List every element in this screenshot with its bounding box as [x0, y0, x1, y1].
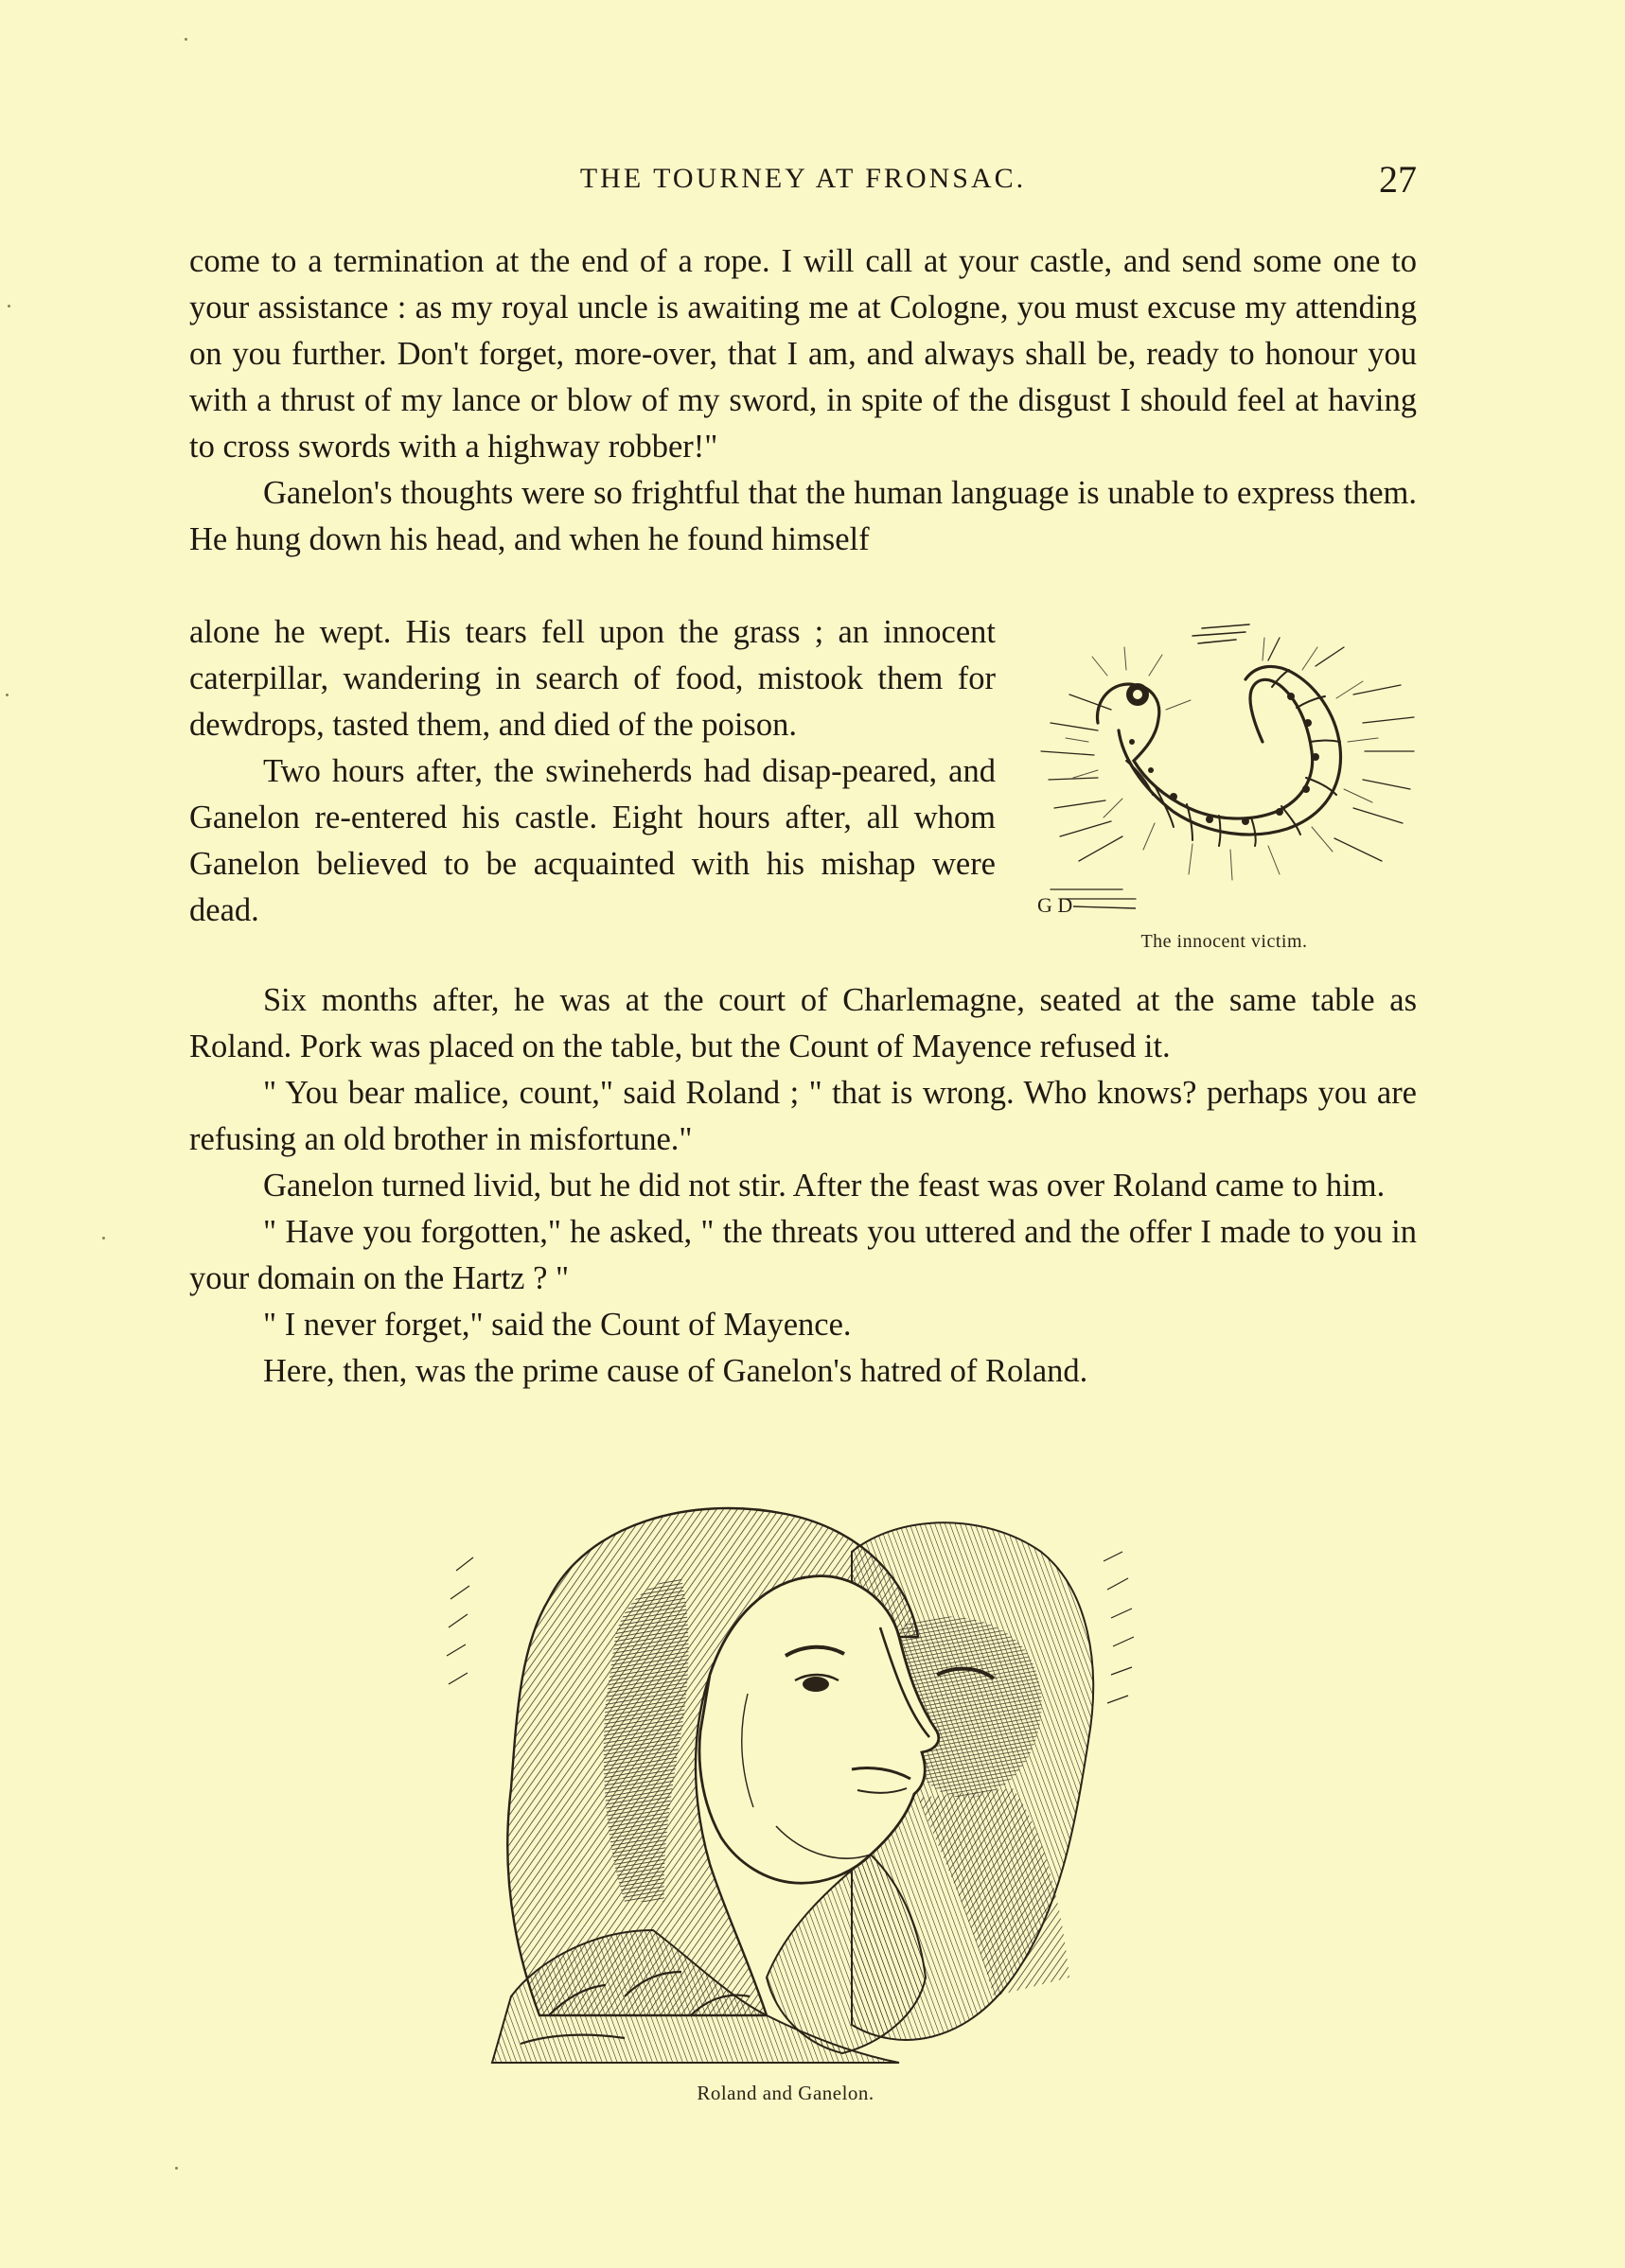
running-title: THE TOURNEY AT FRONSAC.	[579, 163, 1027, 194]
page-number: 27	[1379, 158, 1417, 201]
page-speck	[175, 2167, 178, 2170]
paragraph: " I never forget," said the Count of Mayence.	[263, 1307, 852, 1343]
paragraph: come to a termination at the end of a rope. I will call at your castle, and send some one to your assistance : as my royal uncle is awaiting me at Cologne, you must excuse my attending on you further. Don't forget, more-over, that I am, and always shall be, ready to honour you with a thrust of my lance or blow of my sword, in spite of the disgust I should feel at having to cross swords with a highway robber!"	[189, 243, 1417, 465]
paragraph: Six months after, he was at the court of Charlemagne, seated at the same table as Roland. Pork was placed on the table, but the Count of Mayence refused it.	[189, 982, 1417, 1064]
text-block-bottom	[189, 977, 1417, 1395]
paragraph: alone he wept. His tears fell upon the grass ; an innocent caterpillar, wandering in search of food, mistook them for dewdrops, tasted them, and died of the poison.	[189, 614, 996, 743]
paragraph: Here, then, was the prime cause of Ganelon's hatred of Roland.	[263, 1353, 1088, 1389]
caterpillar-illustration	[1032, 609, 1417, 980]
page-speck	[8, 305, 10, 308]
page-speck	[185, 38, 187, 41]
text-with-figure	[189, 609, 1417, 980]
text-block-top	[189, 238, 1417, 563]
page-speck	[6, 694, 9, 696]
portrait-engraving	[407, 1486, 1164, 2072]
paragraph: Ganelon's thoughts were so frightful that the human language is unable to express them. He hung down his head, and when he found himself	[189, 475, 1417, 557]
portrait-illustration	[407, 1486, 1164, 2129]
paragraph: " You bear malice, count," said Roland ; " that is wrong. Who knows? perhaps you are refusing an old brother in misfortune."	[189, 1075, 1417, 1157]
caterpillar-engraving	[1032, 619, 1417, 922]
paragraph: Ganelon turned livid, but he did not stir. After the feast was over Roland came to him.	[263, 1168, 1386, 1204]
paragraph: Two hours after, the swineherds had disap-peared, and Ganelon re-entered his castle. Eight hours after, all whom Ganelon believed to be acquainted with his mishap were dead.	[189, 753, 996, 928]
figure-caption: Roland and Ganelon.	[697, 2082, 874, 2104]
artist-mark: G D	[1037, 893, 1073, 917]
page-speck	[102, 1237, 105, 1239]
wrapped-text	[189, 609, 996, 934]
figure-caption: The innocent victim.	[1140, 931, 1308, 952]
paragraph: " Have you forgotten," he asked, " the threats you uttered and the offer I made to you in your domain on the Hartz ? "	[189, 1214, 1417, 1296]
running-head	[189, 157, 1417, 204]
